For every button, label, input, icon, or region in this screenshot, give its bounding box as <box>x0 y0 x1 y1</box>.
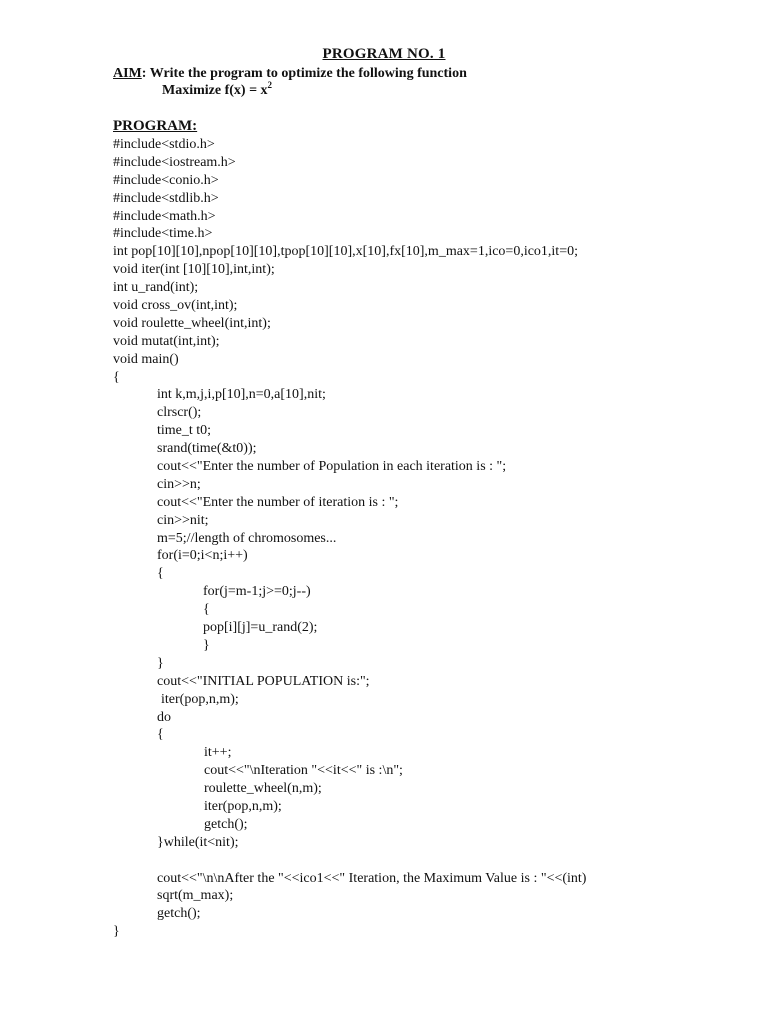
code-line: int u_rand(int); <box>113 280 199 296</box>
code-line: m=5;//length of chromosomes... <box>157 530 337 546</box>
code-line: cout<<"\n\nAfter the "<<ico1<<" Iteration, the Maximum Value is : "<<(int) <box>157 870 587 886</box>
code-line: #include<math.h> <box>113 208 216 224</box>
code-line: void cross_ov(int,int); <box>113 298 238 314</box>
aim-label: AIM <box>113 66 142 81</box>
code-line: cout<<"Enter the number of iteration is : "; <box>157 494 399 510</box>
code-line: void roulette_wheel(int,int); <box>113 315 271 331</box>
code-line: #include<time.h> <box>113 226 213 242</box>
program-title: PROGRAM NO. 1 <box>322 46 446 62</box>
code-line: for(i=0;i<n;i++) <box>157 548 248 564</box>
code-line: } <box>157 655 164 671</box>
code-line: roulette_wheel(n,m); <box>204 781 322 797</box>
code-line: cin>>n; <box>157 476 201 492</box>
code-line: } <box>203 637 210 653</box>
code-line: void mutat(int,int); <box>113 333 220 349</box>
aim-text: : Write the program to optimize the following function <box>141 66 467 81</box>
code-line: { <box>113 369 120 385</box>
program-heading: PROGRAM: <box>113 118 198 134</box>
code-line: int k,m,j,i,p[10],n=0,a[10],nit; <box>157 387 326 403</box>
maximize-text: Maximize f(x) = x <box>162 83 268 98</box>
code-line: iter(pop,n,m); <box>204 798 282 814</box>
code-line <box>113 852 586 870</box>
code-line: pop[i][j]=u_rand(2); <box>203 620 318 636</box>
code-line: cout<<"INITIAL POPULATION is:"; <box>157 673 370 689</box>
code-line: iter(pop,n,m); <box>161 691 239 707</box>
code-block <box>113 136 586 941</box>
code-line: getch(); <box>157 906 201 922</box>
aim-line <box>113 66 467 82</box>
code-line: } <box>113 924 120 940</box>
code-line: { <box>157 727 164 743</box>
code-line: clrscr(); <box>157 405 202 421</box>
code-line: void main() <box>113 351 179 367</box>
code-line: { <box>203 602 210 618</box>
code-line: time_t t0; <box>157 423 212 439</box>
maximize-line <box>162 80 273 99</box>
code-line: }while(it<nit); <box>157 834 239 850</box>
maximize-exponent: 2 <box>267 80 273 90</box>
code-line: void iter(int [10][10],int,int); <box>113 262 275 278</box>
code-line: #include<stdio.h> <box>113 137 215 152</box>
code-line: sqrt(m_max); <box>157 888 234 904</box>
code-line: srand(time(&t0)); <box>157 441 257 457</box>
code-line: getch(); <box>204 816 248 832</box>
code-line: int pop[10][10],npop[10][10],tpop[10][10],x[10],fx[10],m_max=1,ico=0,ico1,it=0; <box>113 244 578 260</box>
code-line: cin>>nit; <box>157 512 209 528</box>
code-line: #include<stdlib.h> <box>113 190 219 206</box>
code-line: it++; <box>204 745 232 761</box>
code-line: do <box>157 709 171 725</box>
code-line: { <box>157 566 164 582</box>
code-line: for(j=m-1;j>=0;j--) <box>203 584 311 600</box>
code-line: cout<<"Enter the number of Population in each iteration is : "; <box>157 459 507 475</box>
code-line: cout<<"\nIteration "<<it<<" is :\n"; <box>204 763 403 779</box>
code-line: #include<conio.h> <box>113 172 219 188</box>
code-line: #include<iostream.h> <box>113 154 236 170</box>
